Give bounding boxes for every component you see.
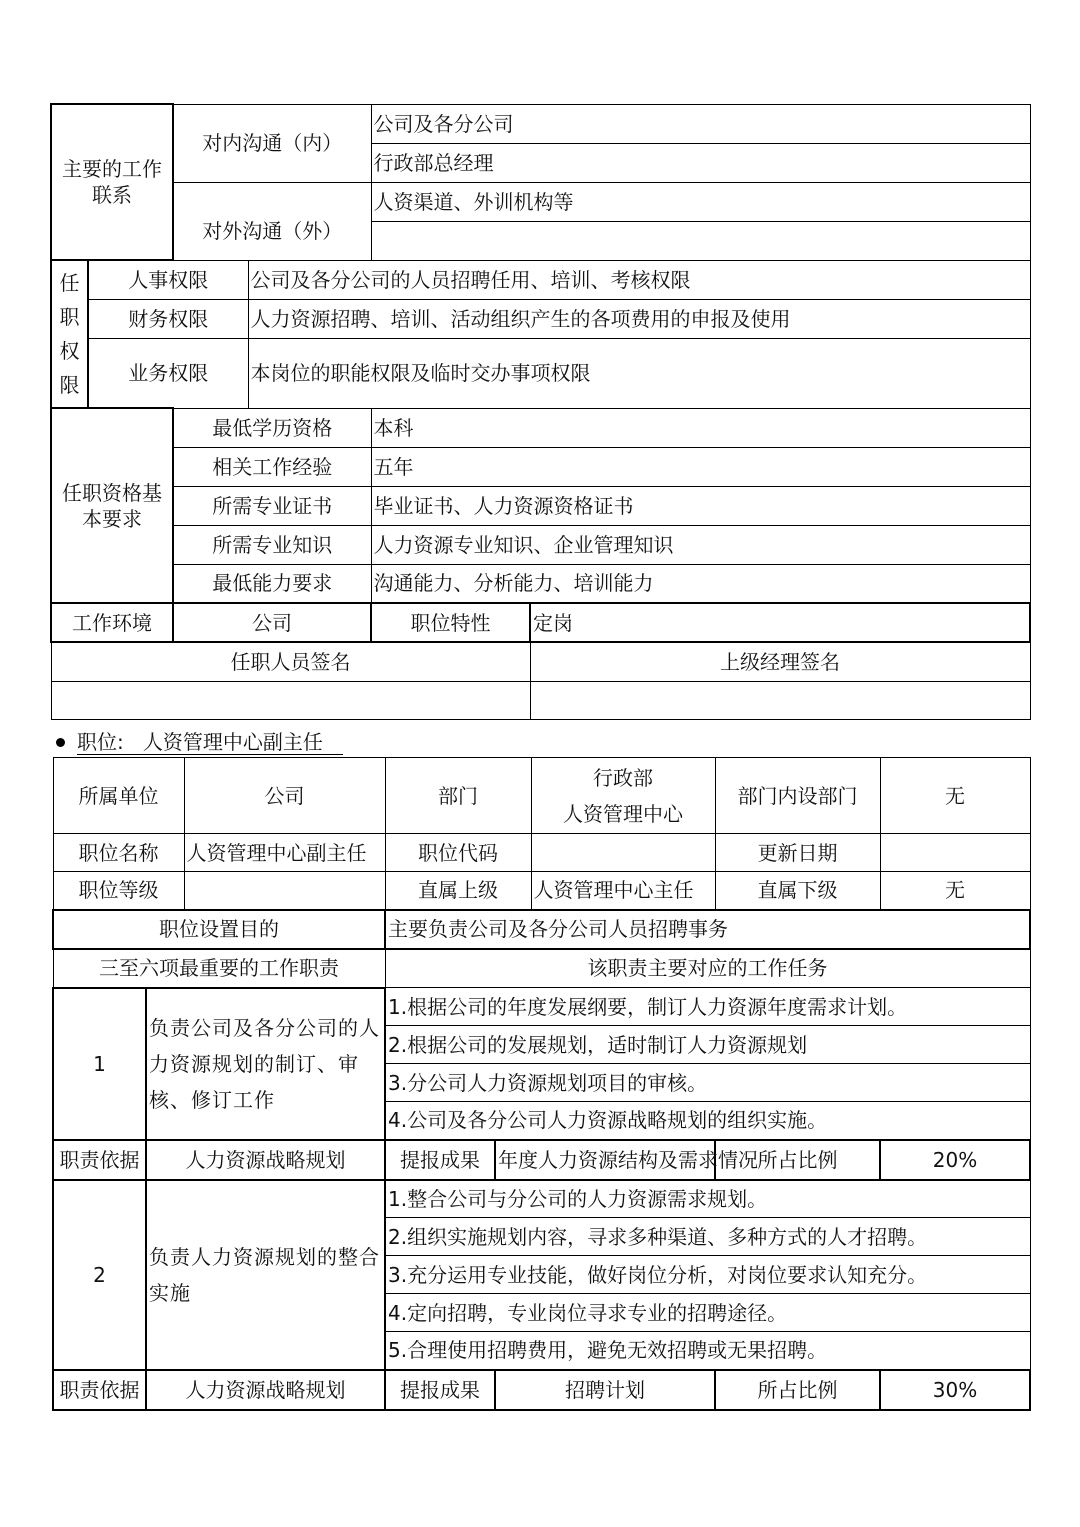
duty-task: 2.组织实施规划内容，寻求多种渠道、多种方式的人才招聘。 [385, 1218, 1030, 1256]
duty-task: 3.充分运用专业技能，做好岗位分析，对岗位要求认知充分。 [385, 1256, 1030, 1294]
qualifications-label: 任职资格基本要求 [51, 408, 173, 603]
work-environment-value: 公司 [173, 603, 371, 642]
external-comm-label: 对外沟通（外） [173, 182, 371, 260]
dept-value-line1: 行政部 [593, 765, 653, 790]
qualification-row-label: 最低学历资格 [173, 408, 371, 447]
duties-header-left: 三至六项最重要的工作职责 [53, 949, 385, 988]
duty-basis-label: 职责依据 [53, 1140, 146, 1180]
position-code-label: 职位代码 [385, 834, 531, 872]
qualification-row-value: 沟通能力、分析能力、培训能力 [371, 564, 1030, 603]
duty-ratio-value: 20% [880, 1140, 1030, 1180]
internal-comm-value-1: 公司及各分公司 [371, 104, 1030, 143]
qualification-row-value: 人力资源专业知识、企业管理知识 [371, 525, 1030, 564]
authority-char: 职 [59, 305, 80, 329]
position-heading-title: 人资管理中心副主任 [142, 730, 323, 754]
direct-superior-label: 直属上级 [385, 872, 531, 910]
qualification-row-value: 五年 [371, 447, 1030, 486]
duty-number: 1 [53, 988, 146, 1140]
internal-comm-label: 对内沟通（内） [173, 104, 371, 182]
duty-task: 1.整合公司与分公司的人力资源需求规划。 [385, 1180, 1030, 1218]
duty-basis-value: 人力资源战略规划 [146, 1140, 385, 1180]
duty-task: 5.合理使用招聘费用，避免无效招聘或无果招聘。 [385, 1332, 1030, 1370]
job-description-table-lower [52, 757, 1031, 1411]
unit-label: 所属单位 [53, 758, 184, 834]
authority-row-label: 人事权限 [88, 260, 248, 299]
manager-signature-label: 上级经理签名 [530, 642, 1030, 681]
purpose-value: 主要负责公司及各分公司人员招聘事务 [385, 910, 1030, 949]
position-trait-label: 职位特性 [371, 603, 530, 642]
duty-task: 4.公司及各分公司人力资源战略规划的组织实施。 [385, 1102, 1030, 1140]
position-code-value [531, 834, 715, 872]
duty-ratio-label: 所占比例 [715, 1140, 880, 1180]
duties-header-right: 该职责主要对应的工作任务 [385, 949, 1030, 988]
direct-superior-value: 人资管理中心主任 [531, 872, 715, 910]
duty-task: 1.根据公司的年度发展纲要，制订人力资源年度需求计划。 [385, 988, 1030, 1026]
duty-ratio-label: 所占比例 [715, 1370, 880, 1410]
qualification-row-value: 毕业证书、人力资源资格证书 [371, 486, 1030, 525]
purpose-label: 职位设置目的 [53, 910, 385, 949]
position-name-label: 职位名称 [53, 834, 184, 872]
authority-label [51, 260, 88, 408]
duty-basis-label: 职责依据 [53, 1370, 146, 1410]
position-heading [52, 728, 343, 756]
position-grade-value [184, 872, 385, 910]
qualification-row-label: 最低能力要求 [173, 564, 371, 603]
direct-subordinate-value: 无 [880, 872, 1030, 910]
update-date-label: 更新日期 [715, 834, 880, 872]
duty-report-value: 年度人力资源结构及需求情况 [495, 1140, 715, 1180]
direct-subordinate-label: 直属下级 [715, 872, 880, 910]
dept-label: 部门 [385, 758, 531, 834]
unit-value: 公司 [184, 758, 385, 834]
authority-char: 权 [59, 339, 80, 363]
duty-ratio-value: 30% [880, 1370, 1030, 1410]
authority-row-label: 财务权限 [88, 299, 248, 338]
duty-description: 负责人力资源规划的整合实施 [146, 1180, 385, 1370]
dept-value [531, 758, 715, 834]
qualification-row-value: 本科 [371, 408, 1030, 447]
duty-description: 负责公司及各分公司的人力资源规划的制订、审核、修订工作 [146, 988, 385, 1140]
duty-task: 3.分公司人力资源规划项目的审核。 [385, 1064, 1030, 1102]
position-heading-label: 职位: [77, 730, 124, 754]
work-contacts-label: 主要的工作联系 [51, 104, 173, 260]
work-environment-label: 工作环境 [51, 603, 173, 642]
position-name-value: 人资管理中心副主任 [184, 834, 385, 872]
duty-task: 2.根据公司的发展规划，适时制订人力资源规划 [385, 1026, 1030, 1064]
duty-report-label: 提报成果 [385, 1370, 495, 1410]
qualification-row-label: 相关工作经验 [173, 447, 371, 486]
duty-task: 4.定向招聘，专业岗位寻求专业的招聘途径。 [385, 1294, 1030, 1332]
authority-row-value: 公司及各分公司的人员招聘任用、培训、考核权限 [248, 260, 1030, 299]
dept-value-line2: 人资管理中心 [563, 801, 683, 826]
job-description-table-upper [50, 103, 1031, 720]
authority-row-label: 业务权限 [88, 338, 248, 408]
authority-char: 限 [59, 373, 80, 397]
authority-row-value: 本岗位的职能权限及临时交办事项权限 [248, 338, 1030, 408]
duty-basis-value: 人力资源战略规划 [146, 1370, 385, 1410]
external-comm-value-2 [371, 221, 1030, 260]
subdept-value: 无 [880, 758, 1030, 834]
internal-comm-value-2: 行政部总经理 [371, 143, 1030, 182]
authority-row-value: 人力资源招聘、培训、活动组织产生的各项费用的申报及使用 [248, 299, 1030, 338]
duty-number: 2 [53, 1180, 146, 1370]
duty-report-label: 提报成果 [385, 1140, 495, 1180]
bullet-icon [56, 738, 65, 747]
subdept-label: 部门内设部门 [715, 758, 880, 834]
authority-char: 任 [59, 271, 80, 295]
qualification-row-label: 所需专业证书 [173, 486, 371, 525]
update-date-value [880, 834, 1030, 872]
position-grade-label: 职位等级 [53, 872, 184, 910]
qualification-row-label: 所需专业知识 [173, 525, 371, 564]
employee-signature-field[interactable] [51, 681, 530, 719]
employee-signature-label: 任职人员签名 [51, 642, 530, 681]
external-comm-value-1: 人资渠道、外训机构等 [371, 182, 1030, 221]
duty-report-value: 招聘计划 [495, 1370, 715, 1410]
position-trait-value: 定岗 [530, 603, 1030, 642]
manager-signature-field[interactable] [530, 681, 1030, 719]
